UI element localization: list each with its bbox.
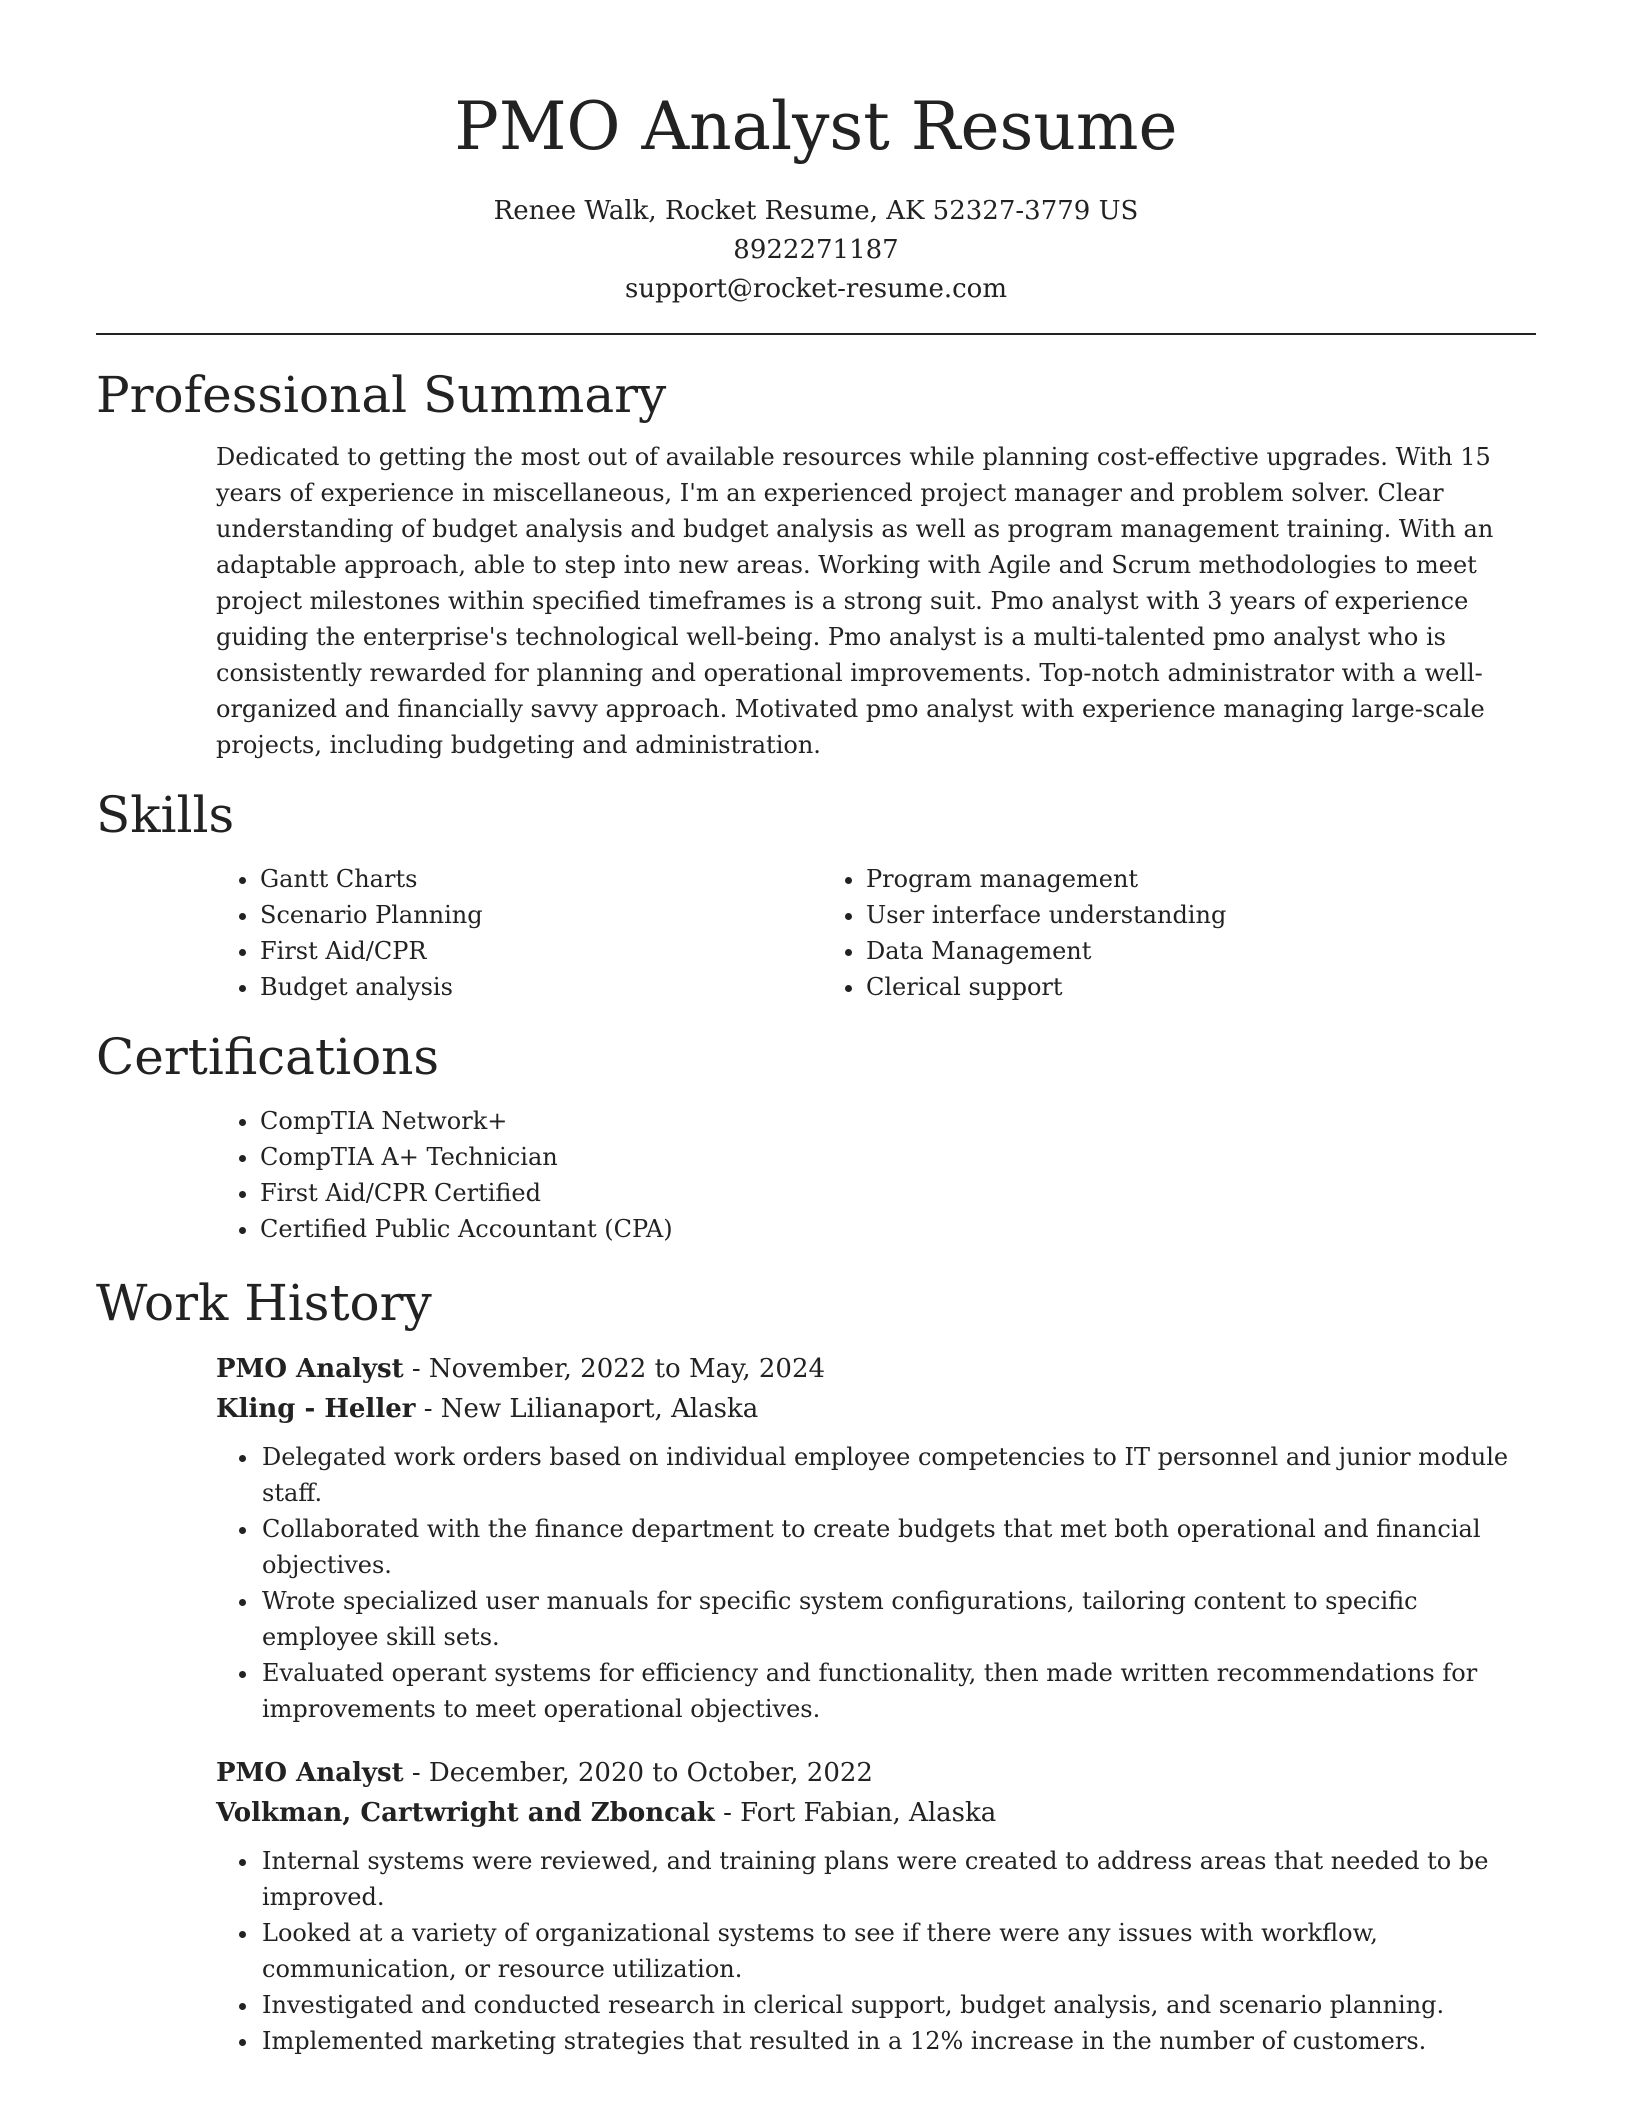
- job-title-line: [216, 1349, 1536, 1389]
- job-title-line: [216, 1753, 1536, 1793]
- summary-section: [96, 363, 1536, 763]
- certifications-section: [96, 1025, 1536, 1247]
- job-bullet: • Implemented marketing strategies that resulted in a 12% increase in the number of customers.: [260, 2023, 1536, 2059]
- job-dates: - November, 2022 to May, 2024: [403, 1354, 826, 1384]
- job-bullets: [216, 1439, 1536, 1727]
- job-bullet: • Internal systems were reviewed, and training plans were created to address areas that needed to be improved.: [260, 1843, 1536, 1915]
- skills-heading: Skills: [96, 786, 235, 844]
- skill-item: • Scenario Planning: [260, 897, 822, 933]
- skill-item: • Clerical support: [866, 969, 1428, 1005]
- job-bullet: • Investigated and conducted research in clerical support, budget analysis, and scenario planning.: [260, 1987, 1536, 2023]
- summary-text: Dedicated to getting the most out of available resources while planning cost-effective upgrades. With 15 years of experience in miscellaneous, I'm an experienced project manager and problem solver. Clear understanding of budget analysis and budget analysis as well as program management training. With an adaptable approach, able to step into new areas. Working with Agile and Scrum methodologies to meet project milestones within specified timeframes is a strong suit. Pmo analyst with 3 years of experience guiding the enterprise's technological well-being. Pmo analyst is a multi-talented pmo analyst who is consistently rewarded for planning and operational improvements. Top-notch administrator with a well-organized and financially savvy approach. Motivated pmo analyst with experience managing large-scale projects, including budgeting and administration.: [216, 443, 1494, 759]
- contact-block: [96, 192, 1536, 309]
- certification-item: • CompTIA Network+: [260, 1103, 1536, 1139]
- certification-item: • CompTIA A+ Technician: [260, 1139, 1536, 1175]
- summary-heading: Professional Summary: [96, 366, 667, 424]
- job-location: - New Lilianaport, Alaska: [415, 1394, 759, 1424]
- resume-header: [96, 0, 1536, 309]
- job-role: PMO Analyst: [216, 1758, 404, 1788]
- skill-item: • First Aid/CPR: [260, 933, 822, 969]
- job-bullet: • Collaborated with the finance department to create budgets that met both operational and financial objectives.: [260, 1511, 1536, 1583]
- job-bullet: • Delegated work orders based on individual employee competencies to IT personnel and junior module staff.: [260, 1439, 1536, 1511]
- resume-title: PMO Analyst Resume: [454, 88, 1178, 165]
- skills-column-left: [216, 861, 822, 1005]
- skill-item: • User interface understanding: [866, 897, 1428, 933]
- job-bullet: • Looked at a variety of organizational systems to see if there were any issues with workflow, communication, or resource utilization.: [260, 1915, 1536, 1987]
- header-divider: [96, 333, 1536, 335]
- job-company-line: [216, 1389, 1536, 1429]
- skills-columns: [216, 861, 1536, 1005]
- job-company: Kling - Heller: [216, 1394, 416, 1424]
- work-history-heading: Work History: [96, 1274, 432, 1332]
- job-company: Volkman, Cartwright and Zboncak: [216, 1798, 715, 1828]
- contact-phone: 8922271187: [733, 235, 899, 265]
- job-bullets: [216, 1843, 1536, 2059]
- certifications-list: [216, 1103, 1536, 1247]
- job-entry: [216, 1349, 1536, 1727]
- job-entry: [216, 1753, 1536, 2059]
- job-bullet: • Wrote specialized user manuals for specific system configurations, tailoring content to specific employee skill sets.: [260, 1583, 1536, 1655]
- job-company-line: [216, 1793, 1536, 1833]
- skill-item: • Data Management: [866, 933, 1428, 969]
- skills-section: [96, 783, 1536, 1005]
- job-location: - Fort Fabian, Alaska: [714, 1798, 997, 1828]
- skill-item: • Gantt Charts: [260, 861, 822, 897]
- skill-item: • Budget analysis: [260, 969, 822, 1005]
- certifications-heading: Certifications: [96, 1028, 440, 1086]
- skills-column-right: [822, 861, 1428, 1005]
- certification-item: • First Aid/CPR Certified: [260, 1175, 1536, 1211]
- resume-page: [96, 0, 1536, 2059]
- job-role: PMO Analyst: [216, 1354, 404, 1384]
- contact-email: support@rocket-resume.com: [624, 274, 1007, 304]
- certification-item: • Certified Public Accountant (CPA): [260, 1211, 1536, 1247]
- contact-address: Renee Walk, Rocket Resume, AK 52327-3779 US: [493, 196, 1139, 226]
- work-history-section: [96, 1271, 1536, 2059]
- skill-item: • Program management: [866, 861, 1428, 897]
- job-dates: - December, 2020 to October, 2022: [403, 1758, 873, 1788]
- job-bullet: • Evaluated operant systems for efficiency and functionality, then made written recommendations for improvements to meet operational objectives.: [260, 1655, 1536, 1727]
